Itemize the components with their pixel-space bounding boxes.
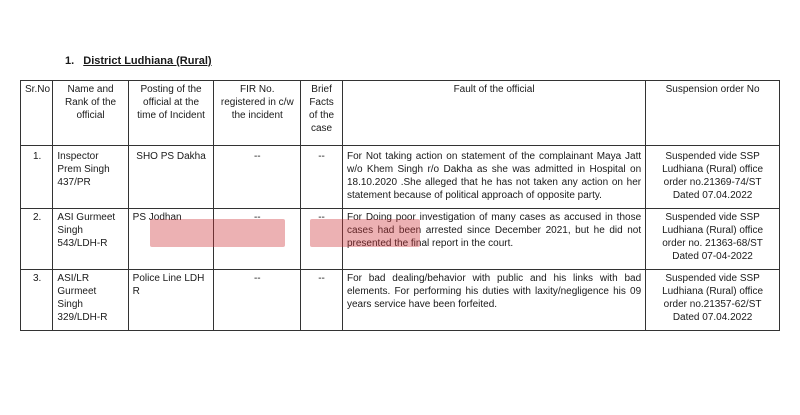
cell-fir-no: --	[214, 146, 301, 209]
header-fir-no: FIR No. registered in c/w the incident	[214, 81, 301, 146]
section-heading	[65, 55, 212, 67]
header-posting: Posting of the official at the time of Incident	[128, 81, 214, 146]
cell-fault: For Not taking action on statement of the complainant Maya Jatt w/o Khem Singh r/o Dakha as she was admitted in Hospital on 18.10.2020 .She alleged that he has not taken any action on her statement because of political approach of opposite party.	[342, 146, 645, 209]
header-name-rank: Name and Rank of the official	[53, 81, 128, 146]
header-sr-no: Sr.No	[21, 81, 53, 146]
cell-fault: For bad dealing/behavior with public and his links with bad elements. For performing his duties with laxity/negligence his 09 years service have been forfeited.	[342, 270, 645, 331]
table-row	[21, 270, 780, 331]
cell-posting: SHO PS Dakha	[128, 146, 214, 209]
suspension-table	[20, 80, 780, 331]
cell-fir-no: --	[214, 209, 301, 270]
cell-posting: PS Jodhan	[128, 209, 214, 270]
cell-suspension-order: Suspended vide SSP Ludhiana (Rural) office order no.21369-74/ST Dated 07.04.2022	[646, 146, 780, 209]
cell-name-rank: ASI Gurmeet Singh 543/LDH-R	[53, 209, 128, 270]
cell-brief-facts: --	[301, 270, 343, 331]
cell-fault: For Doing poor investigation of many cases as accused in those cases had been arrested since December 2021, but he did not presented the final report in the court.	[342, 209, 645, 270]
cell-sr-no: 3.	[21, 270, 53, 331]
section-number: 1.	[65, 55, 75, 67]
cell-name-rank: ASI/LR Gurmeet Singh 329/LDH-R	[53, 270, 128, 331]
header-fault: Fault of the official	[342, 81, 645, 146]
cell-brief-facts: --	[301, 209, 343, 270]
cell-sr-no: 2.	[21, 209, 53, 270]
cell-name-rank: Inspector Prem Singh 437/PR	[53, 146, 128, 209]
header-brief-facts: Brief Facts of the case	[301, 81, 343, 146]
table-row	[21, 209, 780, 270]
cell-posting: Police Line LDH R	[128, 270, 214, 331]
cell-sr-no: 1.	[21, 146, 53, 209]
cell-brief-facts: --	[301, 146, 343, 209]
cell-suspension-order: Suspended vide SSP Ludhiana (Rural) office order no. 21363-68/ST Dated 07-04-2022	[646, 209, 780, 270]
table-row	[21, 146, 780, 209]
header-suspension-order: Suspension order No	[646, 81, 780, 146]
section-title: District Ludhiana (Rural)	[83, 55, 212, 67]
cell-fir-no: --	[214, 270, 301, 331]
table-header-row	[21, 81, 780, 146]
cell-suspension-order: Suspended vide SSP Ludhiana (Rural) office order no.21357-62/ST Dated 07.04.2022	[646, 270, 780, 331]
